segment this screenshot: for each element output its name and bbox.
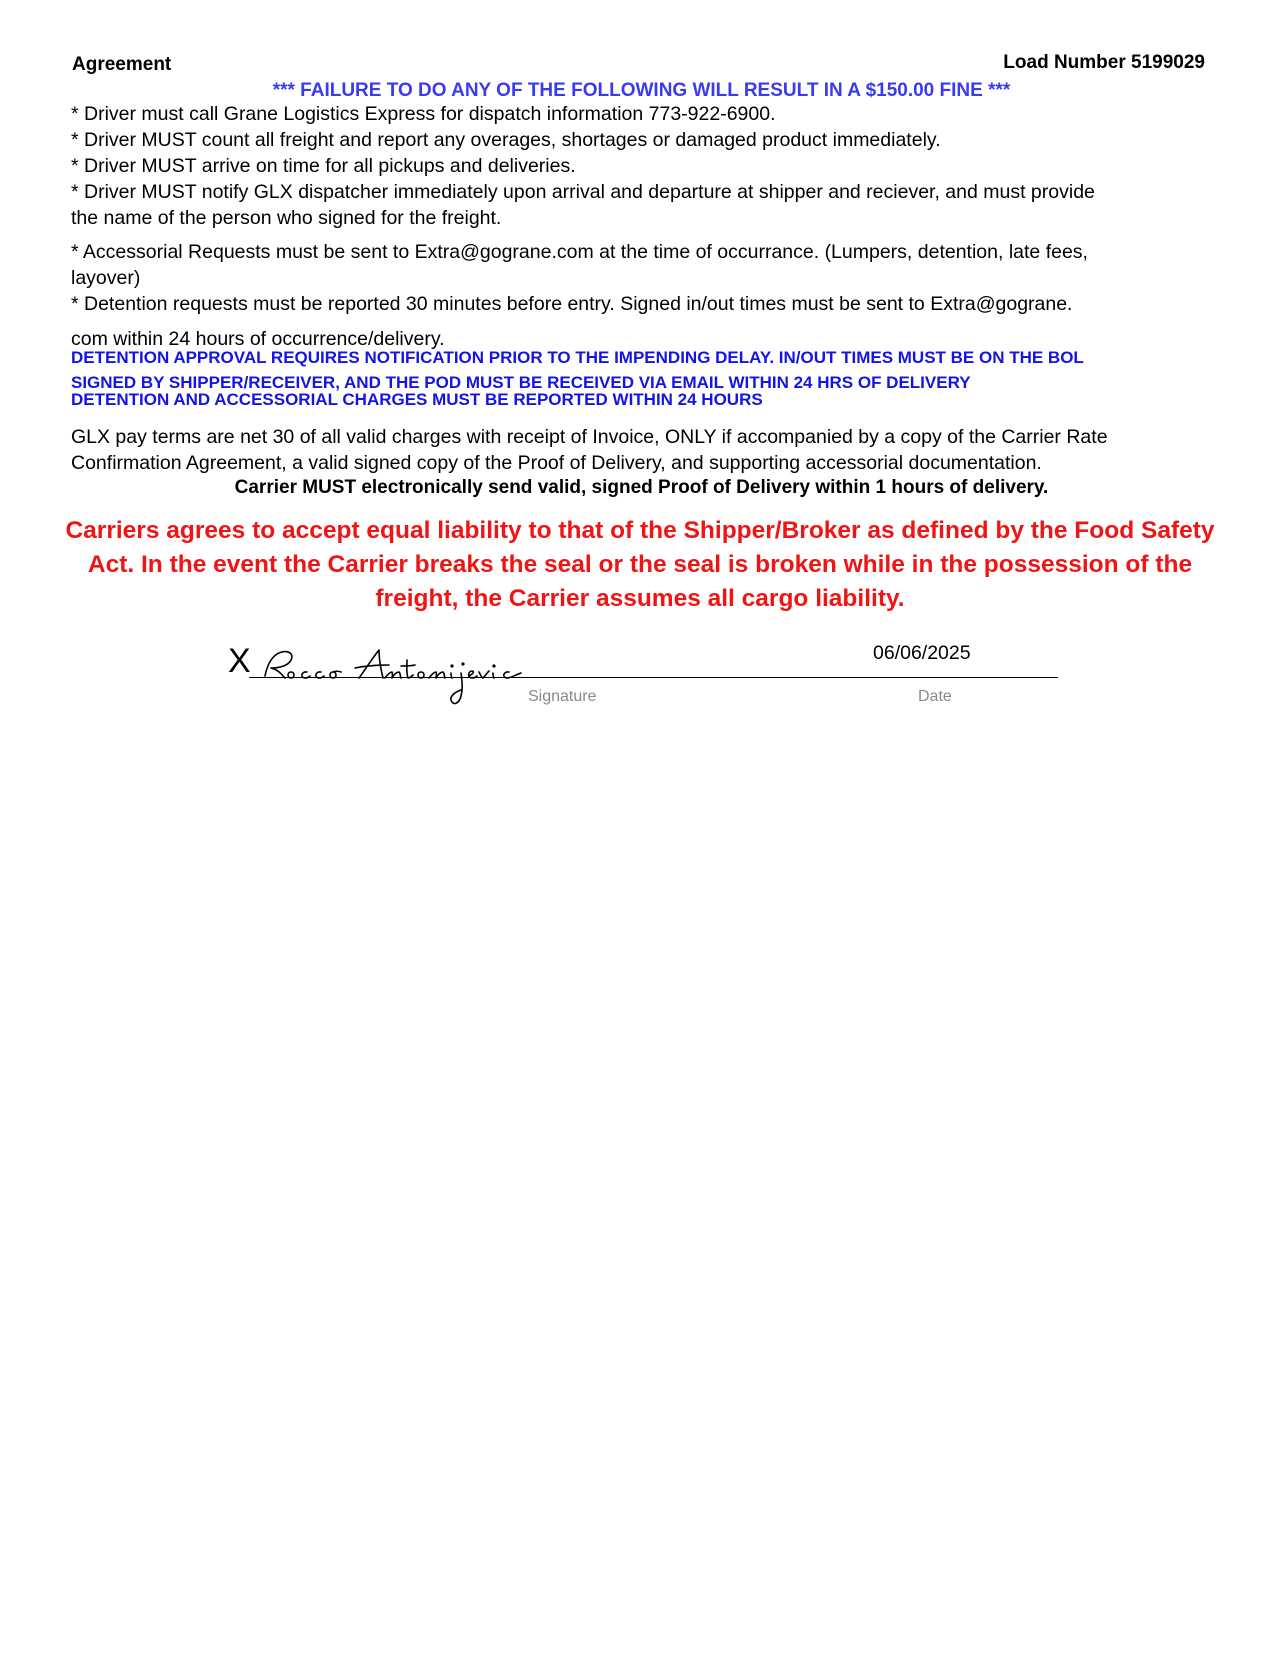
rule-count-freight: * Driver MUST count all freight and report any overages, shortages or damaged product immediately.	[71, 129, 941, 151]
date-label: Date	[918, 688, 952, 705]
detention-notice-line-2: SIGNED BY SHIPPER/RECEIVER, AND THE POD MUST BE RECEIVED VIA EMAIL WITHIN 24 HRS OF DELIVERY	[71, 373, 971, 392]
rule-accessorial-requests-cont: layover)	[71, 267, 141, 289]
pod-notice: Carrier MUST electronically send valid, signed Proof of Delivery within 1 hours of delivery.	[234, 477, 1049, 498]
page-title: Agreement	[72, 54, 172, 75]
detention-notice-line-1: DETENTION APPROVAL REQUIRES NOTIFICATION PRIOR TO THE IMPENDING DELAY. IN/OUT TIMES MUST BE ON THE BOL	[71, 348, 1084, 367]
rule-detention-requests: * Detention requests must be reported 30 minutes before entry. Signed in/out times must be sent to Extra@gograne.	[71, 293, 1073, 315]
rule-notify-dispatcher: * Driver MUST notify GLX dispatcher immediately upon arrival and departure at shipper and reciever, and must provide	[71, 181, 1095, 203]
pay-terms-line-1: GLX pay terms are net 30 of all valid charges with receipt of Invoice, ONLY if accompanied by a copy of the Carrier Rate	[71, 426, 1108, 448]
signature-x-mark: X	[228, 642, 251, 680]
rule-dispatch-call: * Driver must call Grane Logistics Express for dispatch information 773-922-6900.	[71, 103, 776, 125]
rule-detention-requests-cont: com within 24 hours of occurrence/delivery.	[71, 328, 445, 350]
handwritten-signature	[255, 640, 565, 708]
load-number: Load Number 5199029	[1003, 52, 1205, 73]
pay-terms-line-2: Confirmation Agreement, a valid signed copy of the Proof of Delivery, and supporting accessorial documentation.	[71, 452, 1042, 474]
rule-accessorial-requests: * Accessorial Requests must be sent to Extra@gograne.com at the time of occurrance. (Lumpers, detention, late fees,	[71, 241, 1088, 263]
liability-notice: Carriers agrees to accept equal liability to that of the Shipper/Broker as defined by the Food Safety Act. In the event the Carrier breaks the seal or the seal is broken while in the possession of the freight, the Carrier assumes all cargo liability.	[65, 517, 1215, 612]
rule-arrive-on-time: * Driver MUST arrive on time for all pickups and deliveries.	[71, 155, 576, 177]
signature-line	[249, 677, 1058, 678]
signature-label: Signature	[528, 688, 597, 705]
rule-notify-dispatcher-cont: the name of the person who signed for the freight.	[71, 207, 502, 229]
signature-date: 06/06/2025	[873, 642, 971, 664]
detention-notice-line-3: DETENTION AND ACCESSORIAL CHARGES MUST BE REPORTED WITHIN 24 HOURS	[71, 390, 763, 409]
fine-warning: *** FAILURE TO DO ANY OF THE FOLLOWING WILL RESULT IN A $150.00 FINE ***	[272, 80, 1011, 101]
